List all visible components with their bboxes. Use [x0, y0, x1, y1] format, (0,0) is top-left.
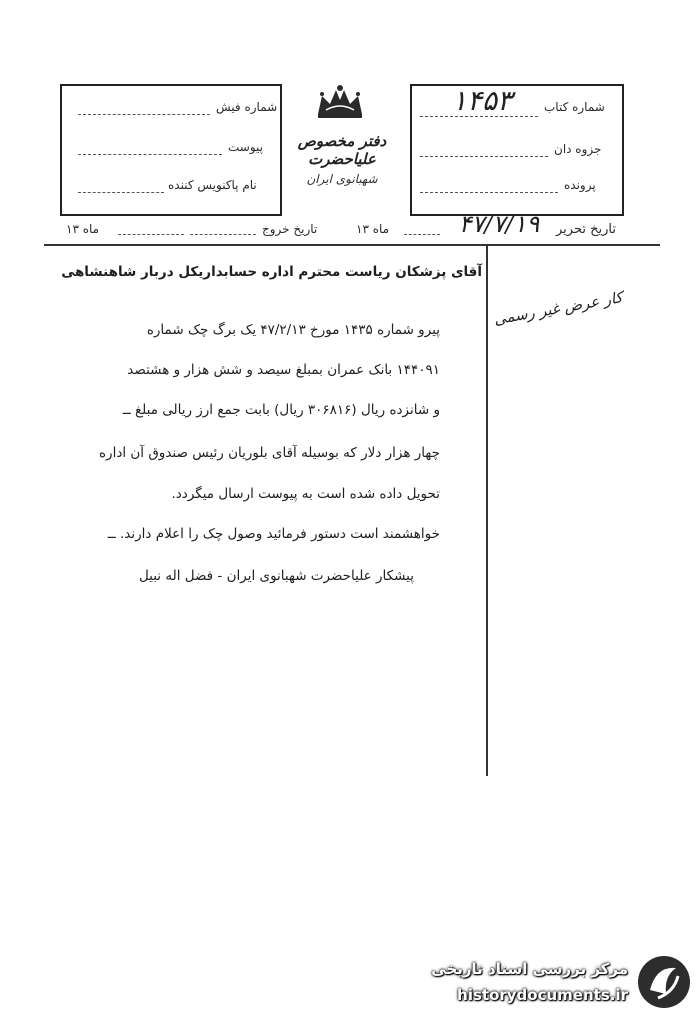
file-section-line — [420, 156, 548, 157]
exit-date-line — [190, 234, 256, 235]
office-subtitle: شهبانوی ایران — [306, 172, 378, 186]
header-divider — [44, 244, 660, 246]
written-month-suffix: ماه ۱۳ — [356, 222, 390, 236]
receipt-number-line — [78, 114, 210, 115]
typist-line — [78, 192, 164, 193]
written-month-line — [404, 234, 440, 235]
signature-line: پیشکار علیاحضرت شهبانوی ایران - فضل اله نبیل — [138, 568, 414, 584]
watermark-title: مرکز بررسی اسناد تاریخی — [431, 960, 628, 978]
margin-note: کار عرض غیر رسمی — [492, 288, 624, 329]
letter-line: خواهشمند است دستور فرمائید وصول چک را اعلام دارند. ــ — [107, 526, 440, 542]
exit-date-label: تاریخ خروج — [262, 222, 318, 236]
addressee: آقای پزشکان ریاست محترم اداره حسابداریکل دربار شاهنشاهی — [61, 264, 482, 280]
book-number-value: ۱۴۵۳ — [451, 84, 513, 117]
book-number-line — [420, 116, 538, 117]
written-date-value: ۴۷/۷/۱۹ — [458, 210, 540, 238]
margin-divider — [486, 246, 488, 776]
letter-line: و شانزده ریال (۳۰۶۸۱۶ ریال) بابت جمع ارز ریالی مبلغ ــ — [122, 402, 440, 418]
exit-month-suffix: ماه ۱۳ — [66, 222, 100, 236]
office-title: دفتر مخصوص علیاحضرت — [297, 132, 387, 168]
crown-emblem — [312, 84, 368, 120]
dossier-label: پرونده — [564, 178, 596, 192]
letter-line: چهار هزار دلار که بوسیله آقای بلوریان رئیس صندوق آن اداره — [98, 445, 440, 461]
exit-month-line — [118, 234, 184, 235]
typist-label: نام پاکنویس کننده — [168, 178, 257, 192]
book-number-label: شماره کتاب — [544, 100, 605, 114]
dossier-line — [420, 192, 558, 193]
letter-line: تحویل داده شده است به پیوست ارسال میگردد. — [171, 486, 440, 502]
watermark-logo-icon — [636, 954, 692, 1010]
file-section-label: جزوه دان — [554, 142, 602, 156]
attachment-label: پیوست — [228, 140, 263, 154]
written-date-label: تاریخ تحریر — [556, 222, 616, 237]
receipt-number-label: شماره فیش — [216, 100, 278, 114]
attachment-line — [78, 154, 222, 155]
watermark-url: historydocuments.ir — [457, 986, 628, 1004]
letter-line: ۱۴۴۰۹۱ بانک عمران بمبلغ سیصد و شش هزار و هشتصد — [127, 362, 440, 378]
letter-line: پیرو شماره ۱۴۳۵ مورخ ۴۷/۲/۱۳ یک برگ چک شماره — [146, 322, 440, 338]
